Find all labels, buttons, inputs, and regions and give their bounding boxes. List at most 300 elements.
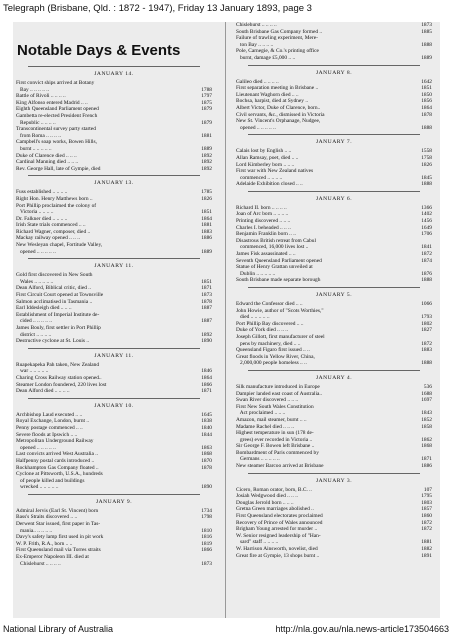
event-entry [236,539,432,546]
event-entry [236,35,432,42]
event-year: 1851 [201,209,212,216]
event-entry [236,48,432,55]
event-year: 107 [423,486,432,493]
event-year: 1852 [421,416,432,423]
event-text: Adelaide Exhibition closed .. .. [236,181,303,188]
event-year: 1887 [201,305,212,312]
event-entry [16,508,212,515]
event-text: Eighth Queensland Parliament opened [16,106,99,113]
event-text: Gold first discovered in New South [16,272,93,279]
event-entry [236,55,432,62]
event-entry [236,42,432,49]
event-year: 1871 [201,388,212,395]
event-entry [16,100,212,107]
date-heading: JANUARY 14. [94,71,134,77]
event-entry [16,203,212,210]
event-entry [16,126,212,133]
event-entry [236,181,432,188]
event-text: First separation meeting in Brisbane .. [236,85,319,92]
event-year: 1888 [421,360,432,367]
event-year: 1706 [421,231,432,238]
event-entry [236,546,432,553]
event-text: Metropolitan Underground Railway [16,438,94,445]
event-entry [16,189,212,196]
event-text: burnt .. .. .. .. .. [16,145,52,152]
section-rule [28,66,200,67]
event-text: Richard II. born .. .. .. .. [236,204,287,211]
event-entry [236,397,432,404]
event-text: Benjamin Franklin born .. .. [236,231,296,238]
event-year: 1402 [421,211,432,218]
event-entry [16,166,212,173]
event-entry [236,85,432,92]
event-entry [16,279,212,286]
event-year: 1838 [201,418,212,425]
event-text: Destructive cyclone at St. Louis .. [16,338,90,345]
event-text: Joseph Gillott, first manufacturer of steel [236,333,325,340]
newspaper-scan [13,22,440,618]
event-text: New steamer Barcoo arrived at Brisbane [236,463,324,470]
event-text: First Queensland electorates proclaimed [236,513,323,520]
event-text: Port Phillip Bay discovered .. .. [236,320,304,327]
event-entry [236,410,432,417]
event-text: Dr. Falkner died .. .. .. .. [16,215,68,222]
event-year: 1883 [421,347,432,354]
event-text: Cicero, Roman orator, born, B.C. .. [236,486,312,493]
event-year [196,438,212,445]
section-rule [28,258,200,259]
event-entry [236,404,432,411]
event-text: Charles I. beheaded .. .. .. [236,224,291,231]
event-text: Civil servants, &c., dismissed in Victoria [236,111,325,118]
event-entry [16,382,212,389]
event-year: 1797 [201,93,212,100]
event-year: 1851 [201,278,212,285]
event-entry [16,153,212,160]
event-text: of people killed and buildings [16,477,85,484]
event-entry [236,450,432,457]
section-rule [28,494,200,495]
event-text: Brigham Young arrested for murder .. [236,526,318,533]
event-text: Dublin .. .. .. .. .. [236,270,276,277]
event-text: Duke of York died .. .. .. [236,327,288,334]
event-year: 1866 [201,381,212,388]
event-text: Printing discovered .. .. .. [236,218,291,225]
event-entry [236,430,432,437]
event-entry [16,285,212,292]
event-year: 1860 [421,513,432,520]
event-year [416,35,432,42]
event-entry [16,338,212,345]
date-heading: JANUARY 4. [315,374,353,381]
event-year: 1889 [201,145,212,152]
event-year [196,242,212,249]
right-column [236,22,432,618]
event-entry [236,225,432,232]
event-text: burnt, damage £5,000 .. .. [236,54,296,61]
event-text: Silk manufacture introduced in Europe [236,383,320,390]
event-text: Richard Wagner, composer, died .. [16,228,91,235]
event-entry [236,125,432,132]
event-year: 1883 [201,228,212,235]
event-text: First Circuit Court opened at Townsville [16,292,104,299]
event-text: Irish State trials commenced .. .. [16,222,86,229]
event-text: Battle of Rivoli .. .. .. .. [16,93,66,100]
section-rule [248,65,420,66]
event-year: 1856 [421,98,432,105]
event-entry [236,553,432,560]
event-entry [16,528,212,535]
event-text: Cyclone at Pittsworth, U.S.A., hundreds [16,471,103,478]
event-text: Swan River discovered .. .. .. [236,397,299,404]
event-entry [16,541,212,548]
event-entry [236,334,432,341]
event-entry [16,242,212,249]
event-entry [236,463,432,470]
event-entry [16,222,212,229]
event-year: 1456 [421,218,432,225]
event-entry [236,506,432,513]
event-entry [236,533,432,540]
event-text: Fuss established .. .. .. .. [16,189,68,196]
event-year: 1864 [421,104,432,111]
event-entry [16,332,212,339]
event-entry [236,526,432,533]
event-text: Last convicts arrived West Australia .. [16,451,98,458]
event-text: Gretna Green marriages abolished .. [236,506,314,513]
event-entry [16,438,212,445]
event-text: Albert Victor, Duke of Clarence, born.. [236,104,321,111]
event-text: Salmon acclimatised in Tasmania .. [16,298,93,305]
event-text: sard" staff .. .. .. .. [236,539,279,546]
event-year: 1879 [201,106,212,113]
date-heading: JANUARY 10. [94,402,134,409]
event-entry [16,299,212,306]
event-year: 536 [423,383,432,390]
event-year: 1803 [421,499,432,506]
event-text: New Wesleyan chapel, Fortitude Valley, [16,242,103,249]
event-entry [16,312,212,319]
event-text: James Bouly, first settler in Port Phillip [16,325,101,331]
event-year: 1857 [421,506,432,513]
event-entry [236,384,432,391]
event-year [416,450,432,457]
event-text: opened .. .. .. .. .. [236,124,276,131]
event-text: Act proclaimed .. .. .. [236,410,286,417]
event-entry [236,211,432,218]
event-entry [16,451,212,458]
event-year [196,80,212,87]
event-entry [236,92,432,99]
date-heading: JANUARY 6. [315,195,353,202]
date-heading: JANUARY 7. [315,139,353,146]
event-entry [236,360,432,367]
event-text: Port Phillip proclaimed the colony of [16,202,97,209]
event-entry [236,155,432,162]
event-entry [16,521,212,528]
footer-url: http://nla.gov.au/nla.news-article173504663 [275,624,449,634]
event-year: 1872 [421,519,432,526]
event-text: Mackay railway opened .. .. .. [16,235,80,242]
event-text: Lord Kimberley born .. .. .. [236,161,295,168]
event-text: Ruapekapeka Pah taken, New Zealand [16,361,100,368]
event-year: 1875 [201,99,212,106]
event-text: Dean Alford, Biblical critic, died .. [16,285,91,292]
event-year: 1892 [201,165,212,172]
event-text: commenced .. .. .. .. [236,174,283,181]
event-year: 1879 [201,119,212,126]
event-year [416,533,432,540]
event-entry [16,375,212,382]
event-year: 1868 [201,451,212,458]
event-year [416,168,432,175]
event-entry [236,271,432,278]
event-year: 1881 [201,132,212,139]
event-text: Chislehurst .. .. .. .. [236,22,277,28]
event-year: 1826 [421,161,432,168]
event-text: Dean Alford died .. .. .. .. [16,388,70,395]
event-year [196,362,212,369]
event-text: opened .. .. .. .. .. [16,248,56,255]
event-text: James Fisk assassinated .. .. [236,251,296,258]
event-text: Sir George F. Bowen left Brisbane .. [236,443,315,450]
event-year: 1697 [421,397,432,404]
event-text: Chislehurst .. .. .. .. [16,560,61,567]
event-entry [236,301,432,308]
event-year: 1881 [201,222,212,229]
event-year [416,334,432,341]
event-year [416,308,432,315]
event-text: Douglas Jerrold born .. .. .. [236,499,294,506]
event-year [196,325,212,332]
date-heading: JANUARY 11. [94,263,134,270]
event-entry [236,168,432,175]
event-entry [236,112,432,119]
event-entry [236,493,432,500]
event-text: 2,000,000 people homeless .. .. [236,360,307,367]
event-text: Dampier landed east coast of Australia.. [236,390,323,397]
column-title: Notable Days & Events [17,42,181,59]
event-text: Amazon, mail steamer, burnt .. .. [236,416,307,423]
event-text: from Roma .. .. .. .. [16,132,61,139]
event-text: Right Hon. Henry Matthews born .. [16,195,93,202]
event-text: commenced, 16,000 lives lost .. [236,244,309,251]
event-year: 1871 [421,456,432,463]
event-text: Queensland Figaro first issued .. .. [236,347,310,354]
event-year: 1845 [421,174,432,181]
event-text: Charing Cross Railway station opened.. [16,374,102,381]
event-text: Josiah Wedgwood died .. .. .. [236,493,298,500]
event-entry [16,216,212,223]
event-text: died .. .. .. .. .. [236,314,270,321]
event-year [416,264,432,271]
event-entry [16,412,212,419]
event-entry [236,513,432,520]
event-year: 1889 [421,54,432,61]
event-year [196,139,212,146]
event-year: 1890 [201,484,212,491]
event-year: 1734 [201,507,212,514]
event-year: 1851 [421,85,432,92]
event-year: 1872 [421,251,432,258]
event-year: 1873 [201,292,212,299]
event-text: Archbishop Laud executed .. .. [16,411,83,418]
event-text: Cardinal Manning died .. .. .. [16,159,79,166]
event-entry [236,354,432,361]
section-rule [28,175,200,176]
event-entry [236,118,432,125]
event-text: Disastrous British retreat from Cabul [236,237,316,244]
event-text: Madame Rachel died .. .. .. [236,423,294,430]
event-entry [236,391,432,398]
event-year: 1758 [421,154,432,161]
event-year: 1892 [201,331,212,338]
event-year: 1889 [201,248,212,255]
event-entry [16,471,212,478]
event-text: Allan Ramsay, poet, died .. .. [236,154,299,161]
event-text: Ex-Emperor Napoleon III. died at [16,554,89,561]
event-entry [236,443,432,450]
event-year: 1881 [421,539,432,546]
event-entry [236,105,432,112]
event-text: Severe floods at Ipswich .. .. [16,431,78,438]
event-entry [16,113,212,120]
event-year: 1793 [421,314,432,321]
section-rule [28,398,200,399]
event-year: 1873 [201,560,212,567]
event-text: Earl Iddesleigh died .. .. .. [16,305,72,312]
event-year: 1888 [421,181,432,188]
event-entry [16,368,212,375]
event-year: 1850 [421,91,432,98]
event-entry [236,29,432,36]
event-year: 1864 [201,215,212,222]
event-year [416,430,432,437]
event-text: opened .. .. .. .. .. [16,444,56,451]
event-text: Pole, Carnegie, & Co.'s printing office [236,48,319,55]
event-entry [236,22,432,29]
event-year: 1878 [421,111,432,118]
event-entry [16,534,212,541]
event-year: 1882 [421,546,432,552]
event-year: 1871 [201,285,212,292]
event-year: 1888 [421,277,432,284]
event-text: Steamer London foundered, 220 lives lost [16,381,107,388]
section-rule [248,370,420,371]
section-rule [248,191,420,192]
event-year [196,521,212,528]
event-year: 1891 [421,552,432,559]
event-year: 1888 [421,41,432,48]
event-text: Seventh Queensland Parliament opened [236,257,322,264]
event-entry [16,120,212,127]
event-text: Bombardment of Paris commenced by [236,449,319,456]
event-text: Halfpenny postal cards introduced .. [16,457,95,464]
event-year: 1645 [201,411,212,418]
event-entry [236,244,432,251]
event-text: ton Bay .. .. .. .. [236,41,274,48]
event-entry [236,520,432,527]
event-entry [16,484,212,491]
event-year [416,404,432,411]
event-year: 1886 [421,463,432,470]
event-text: Penny postage commenced .. .. [16,424,83,431]
event-year: 1841 [421,244,432,251]
event-entry [236,205,432,212]
date-heading: JANUARY 5. [315,292,353,298]
event-year: 1066 [421,301,432,307]
event-year [196,478,212,485]
event-year: 1788 [201,86,212,93]
event-entry [16,235,212,242]
event-text: John Howie, author of "Scots Worthies," [236,307,324,314]
event-year: 1840 [201,424,212,431]
event-year: 1844 [201,431,212,438]
event-text: W. Senior resigned leadership of "Han- [236,532,321,539]
event-text: Derwent Star issued, first paper in Tas- [16,521,101,528]
date-heading: JANUARY 9. [95,498,133,505]
event-text: Victoria .. .. .. .. [16,209,54,216]
event-entry [16,318,212,325]
event-year [196,312,212,319]
event-text: W. Harrison Ainsworth, novelist, died [236,546,318,552]
event-text: Failure of trawling experiment, Mere- [236,35,318,42]
event-entry [236,321,432,328]
event-text: Campbell's soap works, Bowen Hills, [16,139,97,146]
event-year [416,48,432,55]
event-entry [16,196,212,203]
event-text: Edward the Confessor died .. .. [236,301,303,307]
section-rule [248,134,420,135]
column-divider [225,22,226,618]
event-entry [16,292,212,299]
event-text: Statue of Henry Grattan unveiled at [236,264,313,271]
event-year: 1876 [421,270,432,277]
event-text: W. P. Frith, R.A., born .. .. [16,540,73,547]
event-text: New St. Vincent's Orphanage, Nudgee, [236,118,321,125]
event-text: Gambetta re-elected President French [16,112,98,119]
event-entry [16,425,212,432]
event-entry [16,478,212,485]
event-entry [16,445,212,452]
event-entry [16,87,212,94]
event-entry [236,327,432,334]
event-entry [236,487,432,494]
event-entry [16,106,212,113]
event-year [416,118,432,125]
event-text: Germans .. .. .. .. .. [236,456,280,463]
event-entry [16,547,212,554]
event-text: Great fire at Gympie, 13 shops burnt .. [236,552,320,559]
event-entry [236,251,432,258]
date-heading: JANUARY 3. [315,477,353,484]
event-year: 1827 [421,327,432,334]
event-entry [236,437,432,444]
event-entry [16,432,212,439]
event-text: Establishment of Imperial Institute de- [16,311,100,318]
event-year: 1798 [201,514,212,521]
event-text: mania.. .. .. .. .. [16,527,53,534]
event-text: Rev. George Hall, late of Gympie, died [16,165,101,172]
event-entry [16,554,212,561]
event-year: 1846 [201,368,212,375]
event-entry [236,264,432,271]
event-text: First Queensland mail via Torres straits [16,547,101,554]
event-year: 1878 [201,464,212,471]
date-heading: JANUARY 11. [94,352,134,359]
event-text: war .. .. .. .. .. [16,368,49,375]
event-entry [236,218,432,225]
